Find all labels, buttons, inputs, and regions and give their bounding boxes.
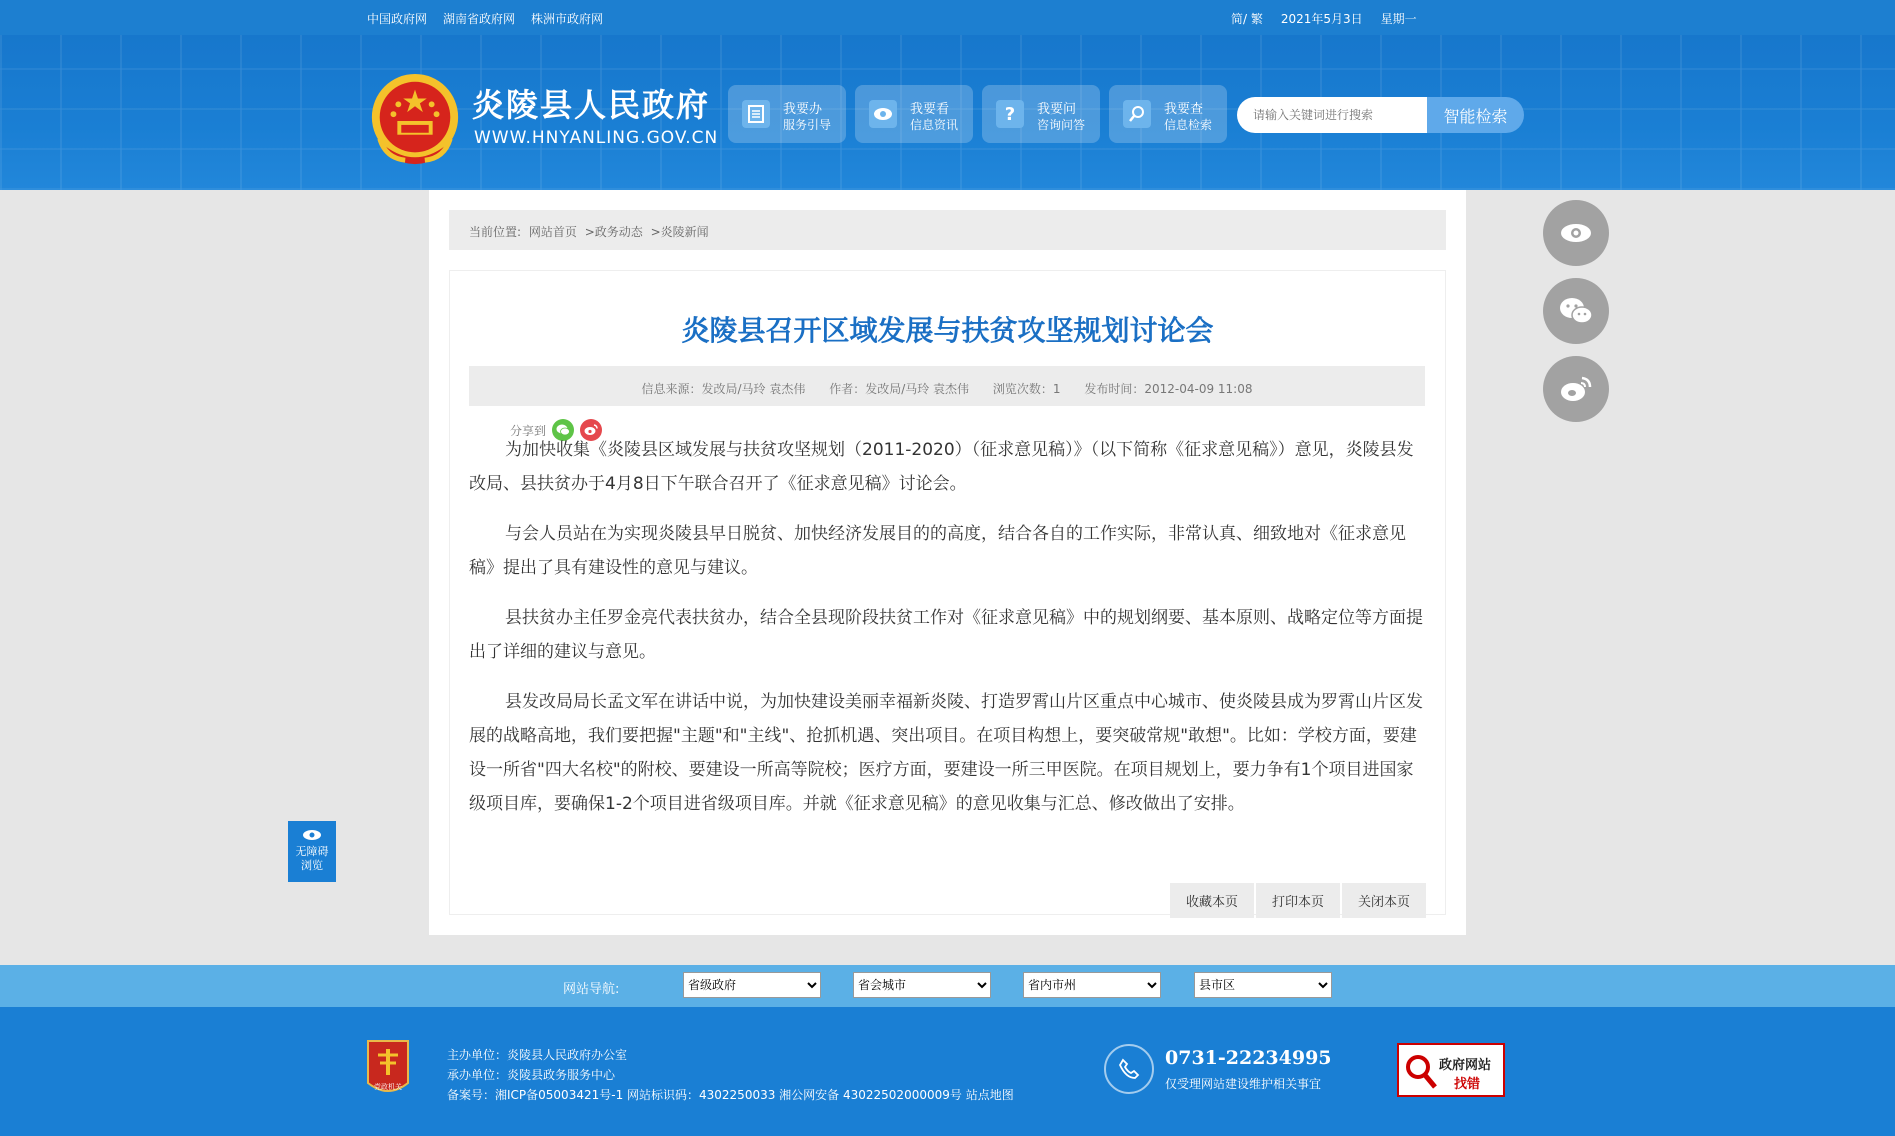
select-province-cities[interactable] (1023, 972, 1161, 998)
weekday-text: 星期一 (1380, 12, 1417, 26)
site-header (0, 35, 1895, 190)
article-actions (1170, 883, 1426, 918)
select-county-district[interactable] (1194, 972, 1332, 998)
accessibility-line2: 浏览 (301, 859, 323, 872)
badge-text: 党政机关 (374, 1083, 402, 1091)
lang-toggle[interactable]: 简/ 繁 (1231, 12, 1263, 26)
accessibility-button[interactable] (288, 821, 336, 882)
jiucuo-line1: 政府网站 (1439, 1058, 1492, 1073)
article-body (469, 433, 1425, 837)
link-hunan-gov[interactable]: 湖南省政府网 (443, 12, 516, 26)
search-box (1237, 97, 1524, 133)
footer-phone: 0731-22234995 (1165, 1047, 1332, 1069)
quick-button-query[interactable] (1109, 85, 1227, 143)
article-paragraph: 为加快收集《炎陵县区域发展与扶贫攻坚规划（2011-2020）（征求意见稿）》（以下简称《征求意见稿》）意见，炎陵县发改局、县扶贫办于4月8日下午联合召开了《征求意见稿》讨论会。 (469, 440, 1414, 494)
footer-info (447, 1045, 1014, 1105)
close-page-button[interactable]: 关闭本页 (1342, 883, 1426, 918)
top-right (1231, 10, 1417, 27)
eye-icon (1560, 222, 1592, 244)
jiucuo-button[interactable] (1397, 1043, 1505, 1097)
quick-button-title: 我要看 (910, 102, 950, 117)
search-input[interactable] (1237, 97, 1429, 133)
breadcrumb-home[interactable]: 网站首页 (528, 225, 577, 239)
article-paragraph: 与会人员站在为实现炎陵县早日脱贫、加快经济发展目的的高度，结合各自的工作实际，非常认真、细致地对《征求意见稿》提出了具有建设性的意见与建议。 (469, 524, 1406, 578)
footer-organizer: 承办单位：炎陵县政务服务中心 (447, 1068, 616, 1082)
breadcrumb (449, 210, 1446, 250)
jiucuo-line2: 找错 (1454, 1077, 1481, 1092)
meta-source: 信息来源：发改局/马玲 袁杰伟 (641, 382, 806, 396)
quick-button-title: 我要办 (783, 102, 823, 117)
search-button[interactable]: 智能检索 (1427, 97, 1524, 133)
article (449, 270, 1446, 915)
select-capital-city[interactable] (853, 972, 991, 998)
top-bar (0, 0, 1895, 35)
article-meta (469, 366, 1425, 406)
wechat-icon (1559, 297, 1593, 325)
date-text: 2021年5月3日 (1280, 12, 1363, 26)
site-domain: WWW.HNYANLING.GOV.CN (474, 128, 719, 148)
breadcrumb-news[interactable]: >政务动态 (584, 225, 643, 239)
quick-button-sub: 服务引导 (783, 118, 832, 132)
top-links (367, 10, 603, 27)
site-name: 炎陵县人民政府 (472, 86, 711, 124)
footer-record: 备案号：湘ICP备05003421号-1 网站标识码：4302250033 湘公网安备 43022502000009号 站点地图 (447, 1088, 1014, 1102)
site-footer (0, 1007, 1895, 1136)
site-nav-label: 网站导航: (563, 982, 620, 997)
quick-button-title: 我要问 (1037, 102, 1077, 117)
breadcrumb-prefix: 当前位置: (469, 225, 522, 239)
bookmark-button[interactable]: 收藏本页 (1170, 883, 1254, 918)
meta-author: 作者：发改局/马玲 袁杰伟 (829, 382, 970, 396)
float-wechat-button[interactable] (1543, 278, 1609, 344)
article-paragraph: 县扶贫办主任罗金亮代表扶贫办，结合全县现阶段扶贫工作对《征求意见稿》中的规划纲要、基本原则、战略定位等方面提出了详细的建议与意见。 (469, 608, 1423, 662)
weibo-icon (1560, 375, 1592, 403)
quick-button-sub: 信息检索 (1164, 118, 1213, 132)
accessibility-line1: 无障碍 (295, 845, 329, 858)
quick-button-sub: 信息资讯 (910, 118, 959, 132)
footer-phone-note: 仅受理网站建设维护相关事宜 (1165, 1077, 1322, 1091)
search-icon (1123, 100, 1151, 128)
document-icon (742, 100, 770, 128)
quick-button-title: 我要查 (1164, 102, 1204, 117)
meta-published: 发布时间：2012-04-09 11:08 (1084, 382, 1253, 396)
question-icon: ? (996, 100, 1024, 128)
magnifier-icon (1403, 1049, 1439, 1093)
print-button[interactable]: 打印本页 (1256, 883, 1340, 918)
national-emblem-icon (366, 70, 464, 172)
phone-icon (1104, 1044, 1154, 1094)
eye-icon (869, 100, 897, 128)
main-panel (429, 190, 1466, 935)
breadcrumb-local-news[interactable]: >炎陵新闻 (650, 225, 709, 239)
quick-button-service[interactable] (728, 85, 846, 143)
quick-button-info[interactable] (855, 85, 973, 143)
link-zhuzhou-gov[interactable]: 株洲市政府网 (531, 12, 604, 26)
meta-views: 浏览次数：1 (992, 382, 1061, 396)
share-label: 分享到 (510, 423, 547, 438)
quick-button-sub: 咨询问答 (1037, 118, 1086, 132)
float-eye-button[interactable] (1543, 200, 1609, 266)
article-title: 炎陵县召开区域发展与扶贫攻坚规划讨论会 (681, 314, 1214, 347)
site-nav-bar (0, 965, 1895, 1007)
party-government-badge[interactable] (362, 1039, 414, 1099)
select-provincial-gov[interactable] (683, 972, 821, 998)
article-paragraph: 县发改局局长孟文军在讲话中说，为加快建设美丽幸福新炎陵、打造罗霄山片区重点中心城市、使炎陵县成为罗霄山片区发展的战略高地，我们要把握"主题"和"主线"、抢抓机遇、突出项目。在项目构想上，要突破常规"敢想"。比如：学校方面，要建设一所省"四大名校"的附校、要建设一所高等院校；医疗方面，要建设一所三甲医院。在项目规划上，要力争有1个项目进国家级项目库，要确保1-2个项目进省级项目库。并就《征求意见稿》的意见收集与汇总、修改做出了安排。 (469, 692, 1423, 814)
quick-button-ask[interactable] (982, 85, 1100, 143)
float-weibo-button[interactable] (1543, 356, 1609, 422)
eye-icon (302, 829, 322, 841)
link-gov-cn[interactable]: 中国政府网 (367, 12, 428, 26)
footer-host: 主办单位：炎陵县人民政府办公室 (447, 1048, 628, 1062)
